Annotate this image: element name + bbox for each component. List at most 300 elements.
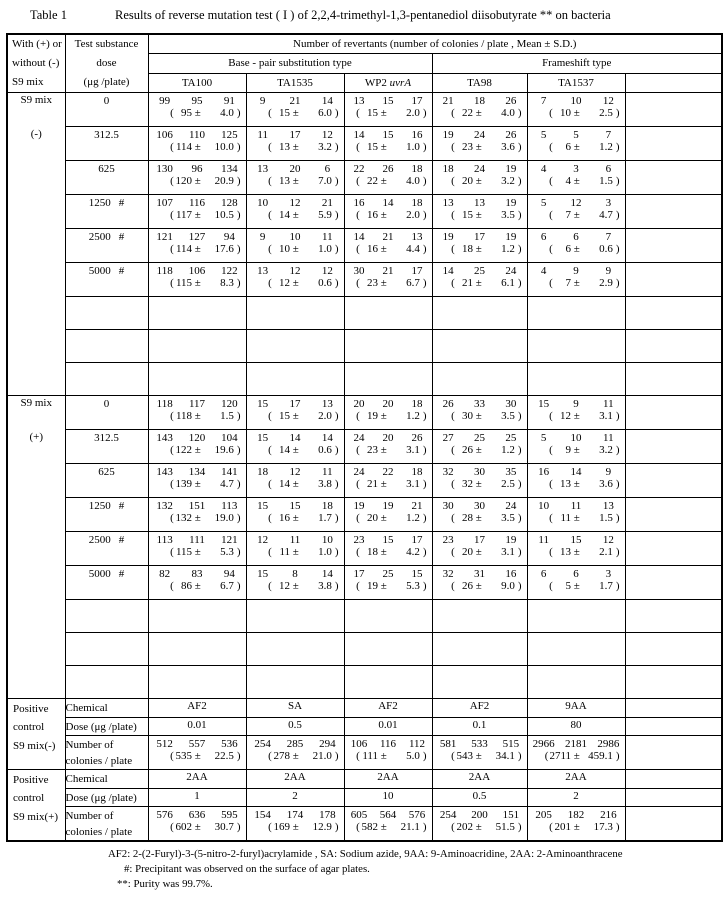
row-label-text: Chemical: [65, 773, 108, 785]
sd-value: 12.9: [312, 821, 332, 833]
result-mean-sd: [345, 209, 432, 221]
result-cell-wp2: [344, 498, 432, 532]
mean-value: 26 ±: [462, 580, 482, 592]
result-mean-sd: [247, 277, 344, 289]
sd-value: 9.0: [501, 580, 515, 592]
mean-value: 535 ±: [175, 750, 201, 762]
empty-cell: [344, 297, 432, 330]
paren-close: ): [422, 580, 427, 592]
result-mean-sd: [149, 107, 246, 119]
mean-value: 20 ±: [367, 512, 387, 524]
paren-close: ): [615, 175, 620, 187]
result-values: [247, 195, 344, 209]
mean-value: 12 ±: [279, 580, 299, 592]
positive-control-chemical-row: [7, 699, 722, 718]
result-mean-sd: [247, 209, 344, 221]
dose-value-wrap: [66, 532, 148, 546]
plate-count: 27: [442, 432, 454, 444]
header-line: S9 mix: [12, 76, 44, 88]
precipitate-mark: #: [118, 197, 125, 209]
plate-count: 128: [221, 197, 238, 209]
plate-count: 12: [289, 197, 301, 209]
s9-mix-label: [7, 396, 65, 699]
plate-count: 18: [411, 197, 423, 209]
control-dose-cell: [148, 789, 246, 807]
result-cell-ta100: [148, 430, 246, 464]
paren-open: (: [170, 478, 174, 490]
empty-cell: [625, 430, 722, 464]
dose-row: [7, 195, 722, 229]
dose-value-wrap: [66, 498, 148, 512]
result-cell-ta1535: [246, 127, 344, 161]
control-result-cell-ta1537: [527, 807, 625, 842]
plate-count: 13: [411, 231, 423, 243]
empty-cell: [625, 600, 722, 633]
plate-count: 20: [353, 398, 365, 410]
plate-count: 605: [350, 809, 368, 821]
result-mean-sd: [345, 512, 432, 524]
paren-open: (: [268, 444, 272, 456]
empty-cell: [246, 600, 344, 633]
paren-close: ): [334, 410, 339, 422]
result-mean-sd: [345, 444, 432, 456]
chemical-name: AF2: [187, 700, 207, 712]
control-result-cell-wp2: [344, 736, 432, 770]
empty-cell: [625, 161, 722, 195]
sd-value: 0.6: [318, 444, 332, 456]
plate-count: 23: [442, 534, 454, 546]
result-cell-ta1537: [527, 93, 625, 127]
result-cell-ta98: [432, 195, 527, 229]
plate-count: 17: [289, 398, 301, 410]
dose-cell: [65, 127, 148, 161]
paren-open: (: [268, 410, 272, 422]
paren-close: ): [236, 141, 241, 153]
s9-column-header: [7, 34, 65, 93]
result-cell-wp2: [344, 229, 432, 263]
result-cell-ta1537: [527, 396, 625, 430]
empty-cell: [527, 330, 625, 363]
plate-count: 94: [223, 568, 235, 580]
result-cell-ta98: [432, 263, 527, 297]
control-dose-cell: [344, 789, 432, 807]
plate-count: 15: [257, 398, 269, 410]
sd-value: 1.5: [599, 175, 613, 187]
paren-close: ): [615, 141, 620, 153]
dose-row-label: [65, 789, 148, 807]
plate-count: 3: [573, 163, 579, 175]
control-result-cell-ta1535: [246, 736, 344, 770]
paren-open: (: [356, 512, 360, 524]
result-mean-sd: [528, 141, 625, 153]
result-mean-sd: [433, 243, 527, 255]
plate-count: 182: [567, 809, 585, 821]
empty-cell: [625, 633, 722, 666]
plate-count: 141: [221, 466, 238, 478]
empty-row: [7, 363, 722, 396]
mean-value: 20 ±: [462, 546, 482, 558]
plate-count: 121: [156, 231, 173, 243]
result-cell-ta100: [148, 498, 246, 532]
plate-count: 11: [322, 231, 333, 243]
paren-open: (: [170, 410, 174, 422]
chemical-cell: [344, 770, 432, 789]
plate-count: 20: [382, 398, 394, 410]
empty-row: [7, 297, 722, 330]
empty-cell: [527, 297, 625, 330]
result-mean-sd: [247, 175, 344, 187]
paren-open: (: [268, 243, 272, 255]
result-mean-sd: [433, 546, 527, 558]
result-values: [433, 736, 527, 750]
sd-value: 1.5: [220, 410, 234, 422]
paren-close: ): [422, 141, 427, 153]
paren-open: (: [356, 277, 360, 289]
result-mean-sd: [247, 580, 344, 592]
empty-cell: [148, 600, 246, 633]
plate-count: 9: [259, 95, 266, 107]
dose-row: [7, 464, 722, 498]
result-values: [149, 464, 246, 478]
paren-open: (: [268, 580, 272, 592]
sd-value: 4.0: [406, 175, 420, 187]
result-cell-ta100: [148, 396, 246, 430]
positive-control-label-line: Positive: [13, 703, 49, 715]
paren-open: (: [170, 821, 174, 833]
precipitate-mark: #: [118, 500, 125, 512]
result-values: [247, 532, 344, 546]
plate-count: 22: [353, 163, 365, 175]
paren-close: ): [236, 209, 241, 221]
empty-cell: [246, 297, 344, 330]
result-values: [528, 464, 625, 478]
dose-row: [7, 566, 722, 600]
result-values: [247, 263, 344, 277]
paren-close: ): [236, 277, 241, 289]
plate-count: 30: [473, 466, 485, 478]
plate-count: 32: [442, 466, 454, 478]
plate-count: 143: [156, 432, 173, 444]
result-mean-sd: [433, 209, 527, 221]
paren-close: ): [236, 107, 241, 119]
mean-value: 169 ±: [273, 821, 299, 833]
row-label-text: colonies / plate: [65, 755, 133, 767]
result-values: [345, 566, 432, 580]
paren-open: (: [268, 546, 272, 558]
plate-count: 174: [286, 809, 304, 821]
sd-value: 3.2: [318, 141, 332, 153]
paren-close: ): [236, 580, 241, 592]
paren-open: (: [356, 107, 360, 119]
paren-close: ): [236, 821, 241, 833]
plate-count: 7: [605, 231, 612, 243]
strain-name: TA100: [181, 76, 213, 89]
sd-value: 1.2: [501, 444, 515, 456]
plate-count: 564: [379, 809, 397, 821]
sd-value: 1.2: [406, 410, 420, 422]
control-dose-cell: [148, 718, 246, 736]
mean-value: 10 ±: [560, 107, 580, 119]
empty-cell: [246, 666, 344, 699]
sd-value: 3.5: [501, 410, 515, 422]
paren-open: (: [356, 478, 360, 490]
plate-count: 6: [605, 163, 612, 175]
paren-close: ): [615, 478, 620, 490]
result-mean-sd: [247, 546, 344, 558]
plate-count: 285: [286, 738, 304, 750]
result-mean-sd: [433, 277, 527, 289]
empty-cell: [625, 498, 722, 532]
empty-cell: [344, 363, 432, 396]
plate-count: 557: [188, 738, 206, 750]
chemical-name: 2AA: [468, 771, 491, 783]
result-cell-wp2: [344, 161, 432, 195]
plate-count: 178: [319, 809, 336, 821]
paren-open: (: [451, 209, 455, 221]
paren-open: (: [451, 512, 455, 524]
result-mean-sd: [247, 821, 344, 833]
paren-close: ): [422, 444, 427, 456]
result-cell-wp2: [344, 127, 432, 161]
header-row-1: [7, 34, 722, 54]
control-dose-cell: [432, 718, 527, 736]
chemical-cell: [527, 770, 625, 789]
dose-value: 0: [103, 95, 110, 107]
result-values: [247, 430, 344, 444]
result-values: [528, 532, 625, 546]
result-cell-ta1537: [527, 195, 625, 229]
dose-row: [7, 93, 722, 127]
result-values: [149, 127, 246, 141]
result-cell-ta1535: [246, 498, 344, 532]
chemical-cell: [246, 770, 344, 789]
result-mean-sd: [528, 444, 625, 456]
sd-value: 4.2: [406, 546, 420, 558]
plate-count: 6: [324, 163, 331, 175]
plate-count: 10: [570, 95, 582, 107]
result-mean-sd: [149, 546, 246, 558]
precipitate-mark: #: [118, 265, 125, 277]
paren-open: (: [451, 444, 455, 456]
result-values: [433, 498, 527, 512]
result-cell-ta1537: [527, 127, 625, 161]
s9-label-line: S9 mix: [20, 94, 52, 106]
result-mean-sd: [528, 750, 625, 762]
result-mean-sd: [433, 821, 527, 833]
result-values: [433, 93, 527, 107]
plate-count: 12: [602, 95, 614, 107]
sd-value: 1.7: [318, 512, 332, 524]
mutation-type-group-header: Frameshift type: [432, 54, 722, 73]
result-values: [247, 396, 344, 410]
dose-row: [7, 430, 722, 464]
strain-name: TA1537: [558, 76, 594, 89]
result-cell-ta98: [432, 566, 527, 600]
empty-cell: [148, 363, 246, 396]
plate-count: 130: [156, 163, 173, 175]
mean-value: 4 ±: [565, 175, 580, 187]
empty-cell: [432, 666, 527, 699]
result-mean-sd: [528, 107, 625, 119]
paren-close: ): [517, 243, 522, 255]
result-values: [149, 532, 246, 546]
paren-open: (: [451, 107, 455, 119]
plate-count: 200: [471, 809, 488, 821]
sd-value: 3.1: [501, 546, 515, 558]
plate-count: 21: [411, 500, 423, 512]
dose-row: [7, 498, 722, 532]
result-values: [528, 736, 625, 750]
plate-count: 512: [156, 738, 173, 750]
paren-open: (: [549, 512, 553, 524]
paren-close: ): [517, 410, 522, 422]
results-table-body: [7, 34, 722, 841]
chemical-name: 2AA: [565, 771, 587, 783]
dose-value: 0: [103, 398, 110, 410]
paren-close: ): [517, 141, 522, 153]
paren-open: (: [268, 821, 272, 833]
result-cell-ta100: [148, 161, 246, 195]
mean-value: 139 ±: [175, 478, 201, 490]
chemical-name: AF2: [469, 700, 490, 712]
sd-value: 3.8: [318, 478, 332, 490]
result-mean-sd: [345, 821, 432, 833]
control-dose-cell: [246, 718, 344, 736]
sd-value: 5.3: [220, 546, 234, 558]
result-mean-sd: [528, 410, 625, 422]
empty-header-cell: [625, 73, 722, 92]
plate-count: 116: [379, 738, 397, 750]
mean-value: 115 ±: [175, 277, 201, 289]
chemical-name: 2AA: [186, 771, 208, 783]
sd-value: 4.4: [406, 243, 420, 255]
plate-count: 10: [570, 432, 582, 444]
s9-mix-label: [7, 93, 65, 396]
result-cell-ta100: [148, 464, 246, 498]
plate-count: 19: [505, 163, 517, 175]
plate-count: 12: [602, 534, 614, 546]
chemical-name: SA: [287, 700, 303, 712]
plate-count: 20: [382, 432, 394, 444]
paren-close: ): [517, 546, 522, 558]
dose-value-wrap: [66, 195, 148, 209]
result-values: [247, 127, 344, 141]
paren-open: (: [451, 410, 455, 422]
empty-cell: [148, 297, 246, 330]
sd-value: 34.1: [495, 750, 515, 762]
result-cell-ta100: [148, 532, 246, 566]
strain-name-italic: uvrA: [386, 76, 412, 89]
sd-value: 2.0: [318, 410, 332, 422]
result-mean-sd: [247, 444, 344, 456]
mean-value: 11 ±: [560, 512, 580, 524]
sd-value: 3.5: [501, 209, 515, 221]
result-mean-sd: [528, 512, 625, 524]
plate-count: 12: [289, 265, 301, 277]
paren-open: (: [356, 546, 360, 558]
sd-value: 20.9: [214, 175, 234, 187]
control-dose-value: 0.5: [472, 790, 487, 802]
result-values: [149, 263, 246, 277]
paren-open: (: [356, 141, 360, 153]
plate-count: 15: [382, 95, 394, 107]
result-mean-sd: [247, 107, 344, 119]
result-values: [433, 532, 527, 546]
empty-cell: [246, 633, 344, 666]
empty-cell: [344, 330, 432, 363]
plate-count: 104: [221, 432, 238, 444]
mean-value: 15 ±: [367, 141, 387, 153]
paren-close: ): [334, 512, 339, 524]
sd-value: 17.6: [214, 243, 234, 255]
empty-cell: [625, 807, 722, 842]
paren-open: (: [356, 750, 360, 762]
result-values: [528, 807, 625, 821]
empty-cell: [344, 600, 432, 633]
mean-value: 12 ±: [560, 410, 580, 422]
positive-control-number-row: [7, 736, 722, 770]
row-label-text: Number of: [65, 810, 114, 822]
mean-value: 14 ±: [279, 444, 299, 456]
header-line: Test substance: [74, 38, 139, 50]
positive-control-label-line: S9 mix(-): [13, 740, 56, 752]
plate-count: 5: [573, 129, 579, 141]
result-values: [528, 396, 625, 410]
mean-value: 278 ±: [273, 750, 299, 762]
plate-count: 151: [502, 809, 520, 821]
paren-close: ): [517, 209, 522, 221]
paren-open: (: [268, 512, 272, 524]
paren-close: ): [615, 277, 620, 289]
result-values: [433, 195, 527, 209]
plate-count: 10: [321, 534, 333, 546]
dose-row: [7, 161, 722, 195]
plate-count: 15: [538, 398, 550, 410]
result-cell-ta100: [148, 195, 246, 229]
result-values: [433, 161, 527, 175]
number-row-label: [65, 736, 148, 770]
mean-value: 21 ±: [367, 478, 387, 490]
result-values: [345, 229, 432, 243]
mean-value: 9 ±: [565, 444, 580, 456]
result-cell-wp2: [344, 93, 432, 127]
paren-open: (: [170, 546, 174, 558]
plate-count: 19: [505, 534, 517, 546]
result-cell-ta1537: [527, 532, 625, 566]
result-mean-sd: [528, 478, 625, 490]
paren-open: (: [170, 175, 174, 187]
plate-count: 30: [473, 500, 485, 512]
plate-count: 536: [221, 738, 238, 750]
paren-open: (: [170, 141, 174, 153]
plate-count: 5: [540, 432, 547, 444]
result-mean-sd: [433, 478, 527, 490]
result-mean-sd: [433, 580, 527, 592]
paren-close: ): [517, 277, 522, 289]
paren-open: (: [170, 107, 174, 119]
result-values: [149, 807, 246, 821]
chemical-cell: [148, 699, 246, 718]
plate-count: 21: [442, 95, 454, 107]
mean-value: 19 ±: [367, 580, 387, 592]
plate-count: 24: [505, 265, 517, 277]
plate-count: 14: [321, 568, 333, 580]
header-line: (μg /plate): [83, 76, 130, 88]
result-mean-sd: [149, 444, 246, 456]
result-values: [149, 396, 246, 410]
result-cell-ta100: [148, 566, 246, 600]
sd-value: 3.1: [406, 478, 420, 490]
